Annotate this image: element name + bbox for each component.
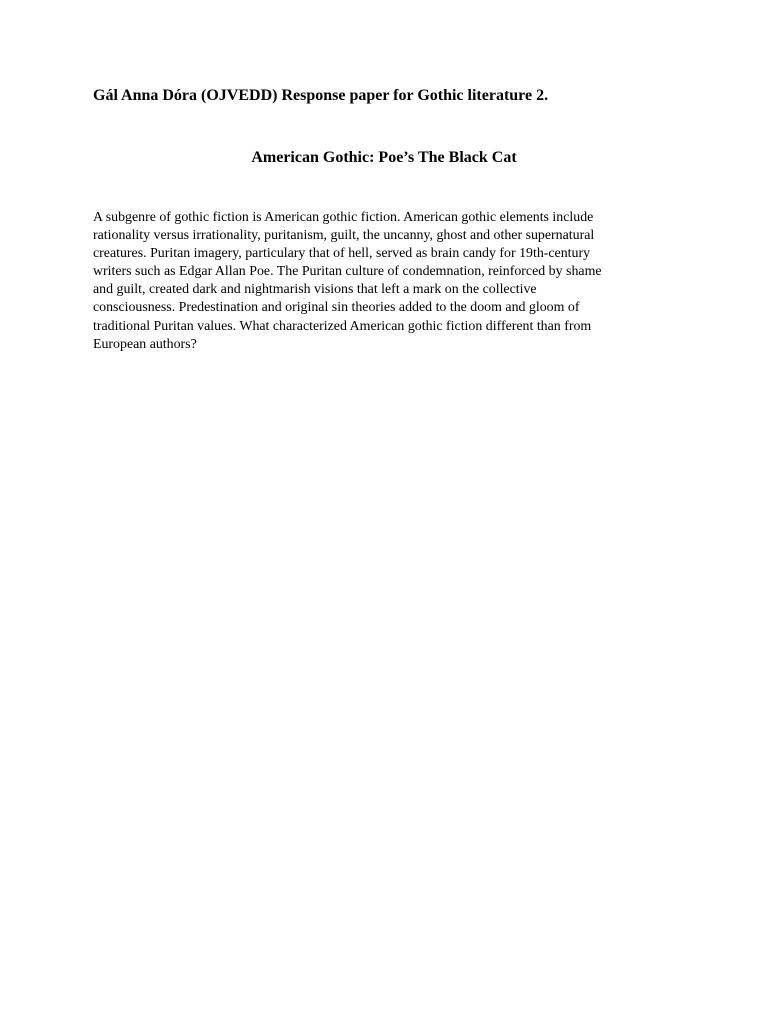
document-title: American Gothic: Poe’s The Black Cat bbox=[251, 149, 517, 166]
paragraph-line: rationality versus irrationality, puritanism, guilt, the uncanny, ghost and other supernatural bbox=[93, 228, 595, 244]
paragraph-line: A subgenre of gothic fiction is American gothic fiction. American gothic elements include bbox=[93, 210, 594, 225]
paragraph-line: and guilt, created dark and nightmarish visions that left a mark on the collective bbox=[93, 282, 537, 298]
paragraph-line: traditional Puritan values. What characterized American gothic fiction different than from bbox=[93, 318, 592, 334]
paragraph-line: creatures. Puritan imagery, particulary that of hell, served as brain candy for 19th-century bbox=[93, 246, 591, 262]
body-paragraph bbox=[93, 209, 693, 354]
paragraph-line: European authors? bbox=[93, 336, 197, 352]
paragraph-line: consciousness. Predestination and original sin theories added to the doom and gloom of bbox=[93, 300, 580, 316]
document-header: Gál Anna Dóra (OJVEDD) Response paper for Gothic literature 2. bbox=[93, 87, 549, 104]
paragraph-line: writers such as Edgar Allan Poe. The Puritan culture of condemnation, reinforced by shame bbox=[93, 264, 602, 280]
